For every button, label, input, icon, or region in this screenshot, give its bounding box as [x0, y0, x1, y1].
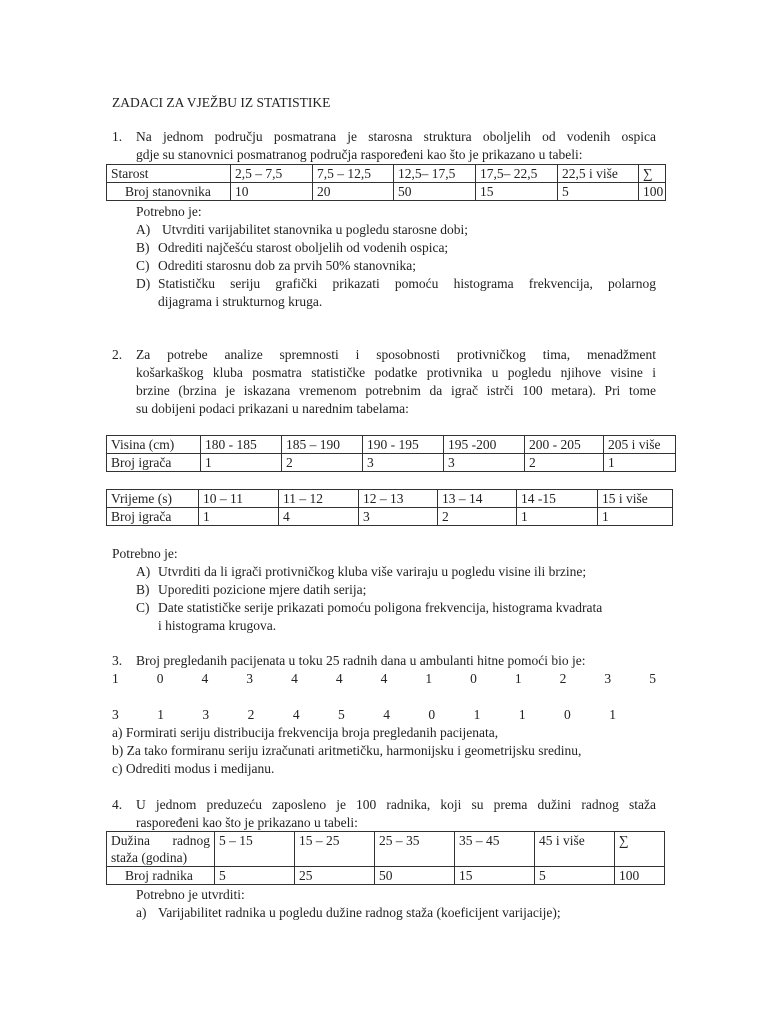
- table-cell: 100: [639, 183, 666, 201]
- table-row: [107, 508, 673, 526]
- table-cell: Visina (cm): [107, 436, 201, 454]
- data-value: 5: [338, 707, 345, 722]
- task4-number: 4.: [112, 797, 123, 812]
- data-value: 1: [425, 671, 433, 686]
- table-cell: 45 i više: [535, 832, 615, 867]
- task1-item-a-text: Utvrditi varijabilitet stanovnika u pogledu starosne dobi;: [162, 222, 468, 237]
- data-value: 2: [247, 707, 255, 722]
- table-cell: 12,5– 17,5: [394, 165, 476, 183]
- table-cell: 15: [476, 183, 558, 201]
- task4-line2: raspoređeni kao što je prikazano u tabeli:: [136, 815, 358, 830]
- data-value: 1: [514, 671, 522, 686]
- table-cell: 3: [363, 454, 444, 472]
- data-value: 4: [335, 671, 343, 686]
- task1-item-d-text: Statističku seriju grafički prikazati pomoću histograma frekvencija, polarnog: [158, 276, 656, 291]
- task1-table: [106, 164, 666, 201]
- data-value: 1: [609, 707, 616, 722]
- table-cell: 10 – 11: [199, 490, 279, 508]
- task2-number: 2.: [112, 347, 123, 362]
- table-cell: 22,5 i više: [558, 165, 639, 183]
- table-cell: Vrijeme (s): [107, 490, 199, 508]
- data-value: 3: [246, 671, 254, 686]
- task3-item-b: b) Za tako formiranu seriju izračunati aritmetičku, harmonijsku i geometrijsku sredinu,: [112, 743, 582, 758]
- task1-item-c-letter: C): [136, 258, 150, 273]
- table-cell: 7,5 – 12,5: [313, 165, 394, 183]
- table-cell: 190 - 195: [363, 436, 444, 454]
- table-cell: 10: [231, 183, 313, 201]
- table-cell: Broj radnika: [107, 867, 215, 885]
- data-value: 4: [291, 671, 298, 686]
- table-cell: 35 – 45: [455, 832, 535, 867]
- table-cell: 5: [215, 867, 295, 885]
- data-value: 1: [112, 671, 119, 686]
- task3-data-row1: [112, 670, 656, 688]
- data-value: 0: [428, 707, 436, 722]
- table-cell: Starost: [107, 165, 231, 183]
- table-cell: 1: [604, 454, 676, 472]
- task2-item-a-text: Utvrditi da li igrači protivničkog kluba više variraju u pogledu visine ili brzine;: [158, 564, 587, 579]
- task2-item-b-letter: B): [136, 582, 150, 597]
- table-row: [107, 832, 665, 867]
- task4-table: [106, 831, 665, 885]
- data-value: 3: [112, 707, 119, 722]
- task3-data-row2: [112, 706, 616, 724]
- task1-item-a-letter: A): [136, 222, 151, 237]
- table-cell: 17,5– 22,5: [476, 165, 558, 183]
- data-value: 0: [156, 671, 164, 686]
- table-cell: 185 – 190: [282, 436, 363, 454]
- table-cell: 11 – 12: [279, 490, 359, 508]
- table-cell: 15: [455, 867, 535, 885]
- data-value: 1: [473, 707, 481, 722]
- table-cell: 14 -15: [517, 490, 598, 508]
- data-value: 4: [201, 671, 209, 686]
- table-cell: 25: [295, 867, 375, 885]
- table-cell: 205 i više: [604, 436, 676, 454]
- task2-item-c-letter: C): [136, 600, 150, 615]
- table-cell: 50: [375, 867, 455, 885]
- table-cell: 20: [313, 183, 394, 201]
- header-line1: Dužina radnog: [111, 833, 210, 848]
- table-cell: 2: [438, 508, 517, 526]
- task2-time-table: [106, 489, 673, 526]
- task4-line1: U jednom preduzeću zaposleno je 100 radnika, koji su prema dužini radnog staža: [136, 797, 656, 812]
- table-cell: 13 – 14: [438, 490, 517, 508]
- data-value: 0: [470, 671, 477, 686]
- table-cell: 2: [525, 454, 604, 472]
- task2-item-b-text: Uporediti pozicione mjere datih serija;: [158, 582, 367, 597]
- sum-symbol: ∑: [639, 165, 666, 183]
- table-cell: 200 - 205: [525, 436, 604, 454]
- table-cell: 15 – 25: [295, 832, 375, 867]
- task2-line3: brzine (brzina je iskazana vremenom potrebnim da igrač istrči 100 metara). Pri tome: [136, 383, 656, 398]
- data-value: 3: [202, 707, 210, 722]
- task4-item-a-text: Varijabilitet radnika u pogledu dužine radnog staža (koeficijent varijacije);: [158, 905, 561, 920]
- table-cell: 100: [615, 867, 665, 885]
- data-value: 4: [383, 707, 390, 722]
- data-value: 4: [380, 671, 388, 686]
- task2-item-c-cont: i histograma krugova.: [158, 618, 277, 633]
- table-cell: 15 i više: [598, 490, 673, 508]
- table-cell: 5: [535, 867, 615, 885]
- table-cell: 1: [201, 454, 282, 472]
- table-cell-header: [107, 832, 215, 867]
- task2-line4: su dobijeni podaci prikazani u narednim tabelama:: [136, 401, 409, 416]
- table-row: [107, 490, 673, 508]
- task1-item-b-text: Odrediti najčešću starost oboljelih od vodenih ospica;: [158, 240, 449, 255]
- task3-item-a: a) Formirati seriju distribucija frekvencija broja pregledanih pacijenata,: [112, 725, 499, 740]
- data-value: 2: [559, 671, 567, 686]
- task3-number: 3.: [112, 653, 123, 668]
- task1-required: Potrebno je:: [136, 204, 202, 219]
- task1-item-c-text: Odrediti starosnu dob za prvih 50% stanovnika;: [158, 258, 416, 273]
- data-value: 0: [564, 707, 571, 722]
- task2-item-a-letter: A): [136, 564, 151, 579]
- data-value: 1: [157, 707, 164, 722]
- task4-item-a-letter: a): [136, 905, 147, 920]
- table-cell: 1: [598, 508, 673, 526]
- task1-line2: gdje su stanovnici posmatranog područja raspoređeni kao što je prikazano u tabeli:: [136, 147, 583, 162]
- task2-required: Potrebno je:: [112, 546, 178, 561]
- data-value: 4: [292, 707, 300, 722]
- table-cell: 5 – 15: [215, 832, 295, 867]
- table-cell: 12 – 13: [359, 490, 438, 508]
- header-line2: staža (godina): [111, 850, 188, 865]
- table-cell: 50: [394, 183, 476, 201]
- task1-number: 1.: [112, 129, 123, 144]
- task1-item-b-letter: B): [136, 240, 150, 255]
- table-row: [107, 867, 665, 885]
- table-row: [107, 183, 666, 201]
- table-cell: 1: [517, 508, 598, 526]
- task3-item-c: c) Odrediti modus i medijanu.: [112, 761, 275, 776]
- task1-item-d-letter: D): [136, 276, 151, 291]
- task2-item-c-text: Date statističke serije prikazati pomoću poligona frekvencija, histograma kvadrata: [158, 600, 603, 615]
- table-cell: 180 - 185: [201, 436, 282, 454]
- table-row: [107, 454, 676, 472]
- data-value: 5: [649, 671, 656, 686]
- table-row: [107, 165, 666, 183]
- table-cell: 4: [279, 508, 359, 526]
- task3-intro: Broj pregledanih pacijenata u toku 25 radnih dana u ambulanti hitne pomoći bio je:: [136, 653, 586, 668]
- data-value: 1: [518, 707, 526, 722]
- table-cell: 3: [444, 454, 525, 472]
- task2-height-table: [106, 435, 676, 472]
- table-cell: 5: [558, 183, 639, 201]
- task1-line1: Na jednom području posmatrana je starosna struktura oboljelih od vodenih ospica: [136, 129, 656, 144]
- task2-line2: košarkaškog kluba posmatra statističke podatke protivnika u pogledu njihove visine i: [136, 365, 656, 380]
- task4-required: Potrebno je utvrditi:: [136, 887, 245, 902]
- table-row: [107, 436, 676, 454]
- task2-line1: Za potrebe analize spremnosti i sposobnosti protivničkog tima, menadžment: [136, 347, 656, 362]
- table-cell: 2,5 – 7,5: [231, 165, 313, 183]
- table-cell: 3: [359, 508, 438, 526]
- table-cell: 25 – 35: [375, 832, 455, 867]
- table-cell: 2: [282, 454, 363, 472]
- task1-item-d-cont: dijagrama i strukturnog kruga.: [158, 294, 323, 309]
- table-cell: Broj igrača: [107, 508, 199, 526]
- table-cell: Broj stanovnika: [107, 183, 231, 201]
- table-cell: 195 -200: [444, 436, 525, 454]
- document-title: ZADACI ZA VJEŽBU IZ STATISTIKE: [112, 95, 331, 110]
- table-cell: Broj igrača: [107, 454, 201, 472]
- sum-symbol: ∑: [615, 832, 665, 867]
- table-cell: 1: [199, 508, 279, 526]
- data-value: 3: [604, 671, 612, 686]
